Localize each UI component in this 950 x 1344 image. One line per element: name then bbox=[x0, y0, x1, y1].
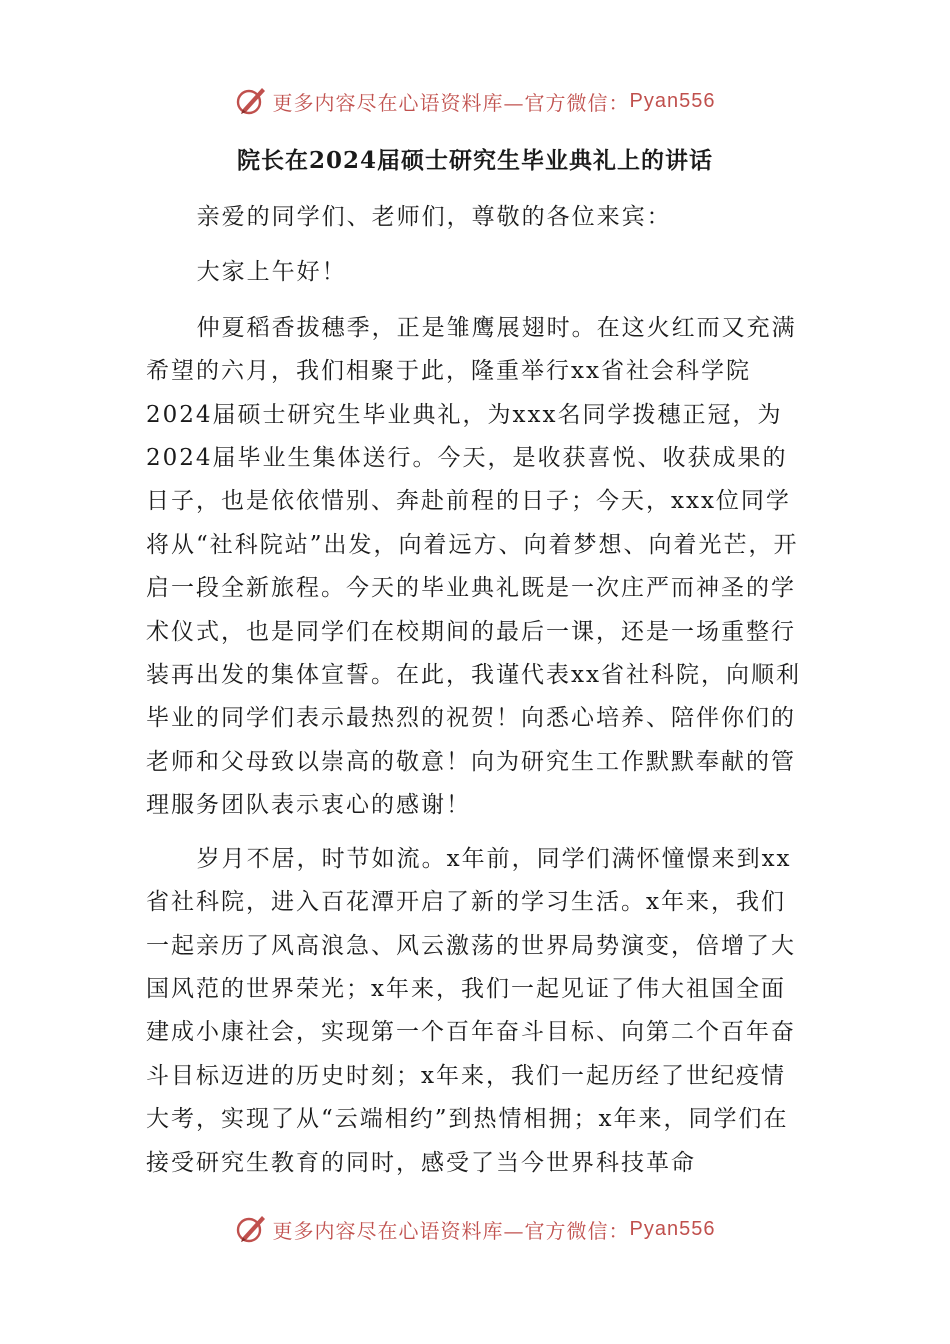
watermark-header bbox=[0, 84, 950, 118]
watermark-handle: Pyan556 bbox=[629, 89, 716, 112]
document-body bbox=[146, 196, 806, 1185]
greeting-paragraph: 大家上午好！ bbox=[196, 259, 347, 286]
watermark-footer bbox=[0, 1212, 950, 1246]
salutation-paragraph: 亲爱的同学们、老师们，尊敬的各位来宾： bbox=[196, 204, 672, 230]
body-paragraph-1: 仲夏稻香拔穗季，正是雏鹰展翅时。在这火红而又充满希望的六月，我们相聚于此，隆重举行xx省社会科学院2024届硕士研究生毕业典礼，为xxx名同学拨穗正冠，为2024届毕业生集体送行。今天，是收获喜悦、收获成果的日子，也是依依惜别、奔赴前程的日子；今天，xxx位同学将从“社科院站”出发，向着远方、向着梦想、向着光芒，开启一段全新旅程。今天的毕业典礼既是一次庄严而神圣的学术仪式，也是同学们在校期间的最后一课，还是一场重整行装再出发的集体宣誓。在此，我谨代表xx省社科院，向顺利毕业的同学们表示最热烈的祝贺！向悉心培养、陪伴你们的老师和父母致以崇高的敬意！向为研究生工作默默奉献的管理服务团队表示衷心的感谢！ bbox=[146, 314, 801, 819]
document-title: 院长在2024届硕士研究生毕业典礼上的讲话 bbox=[236, 147, 713, 174]
watermark-handle: Pyan556 bbox=[629, 1217, 716, 1240]
pen-logo-icon bbox=[235, 84, 269, 118]
pen-logo-icon bbox=[235, 1212, 269, 1246]
body-paragraph-2: 岁月不居，时节如流。x年前，同学们满怀憧憬来到xx省社科院，进入百花潭开启了新的学习生活。x年来，我们一起亲历了风高浪急、风云激荡的世界局势演变，倍增了大国风范的世界荣光；x年来，我们一起见证了伟大祖国全面建成小康社会，实现第一个百年奋斗目标、向第二个百年奋斗目标迈进的历史时刻；x年来，我们一起历经了世纪疫情大考，实现了从“云端相约”到热情相拥；x年来，同学们在接受研究生教育的同时，感受了当今世界科技革命 bbox=[146, 845, 796, 1176]
watermark-text: 更多内容尽在心语资料库—官方微信： bbox=[272, 90, 630, 115]
watermark-text: 更多内容尽在心语资料库—官方微信： bbox=[272, 1218, 630, 1243]
